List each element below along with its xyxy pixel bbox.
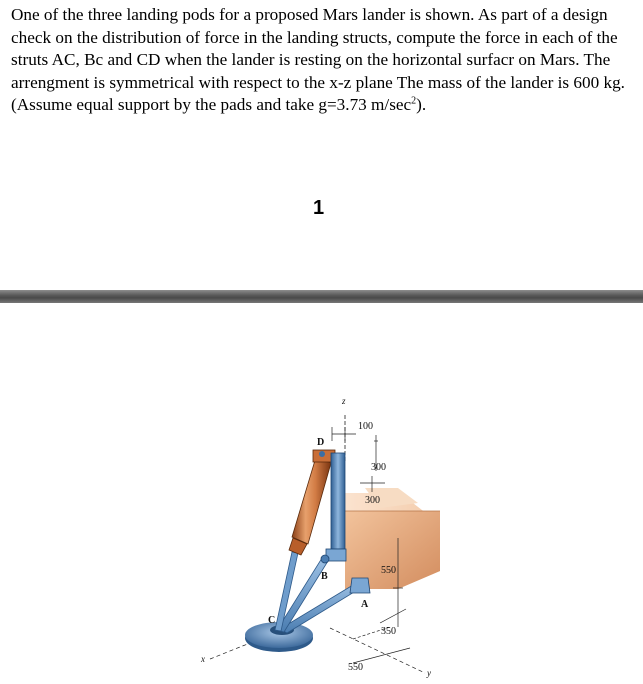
problem-statement-superscript: 2 bbox=[411, 95, 417, 107]
point-label-b: B bbox=[321, 571, 328, 582]
point-label-c: C bbox=[268, 615, 276, 626]
point-label-d: D bbox=[317, 437, 325, 448]
section-divider bbox=[0, 290, 643, 303]
joint-b bbox=[321, 555, 329, 563]
point-label-a: A bbox=[361, 599, 369, 610]
dimension-300-upper: 300 bbox=[371, 462, 386, 473]
dimension-100: 100 bbox=[358, 421, 373, 432]
z-axis-label: z bbox=[342, 396, 346, 406]
problem-statement-closing: ). bbox=[416, 95, 427, 114]
y-axis-label: y bbox=[427, 668, 431, 678]
dimension-300-lower: 300 bbox=[365, 495, 380, 506]
problem-statement-body: One of the three landing pods for a proposed Mars lander is shown. As part of a design check on the distribution of force in the landing structs, compute the force in each of the struts AC, Bc and CD when the lander is resting on the horizontal surfacr on Mars. The arrengment is symmetrical with respect to the x-z plane The mass of the lander is 600 kg. (Assume equal support by the pads and take g=3.73 m/sec bbox=[11, 5, 625, 114]
shock-absorber bbox=[289, 450, 335, 555]
x-axis-label: x bbox=[201, 654, 205, 664]
problem-statement bbox=[11, 4, 633, 117]
dimension-550-vertical: 550 bbox=[381, 565, 396, 576]
joint-a bbox=[350, 578, 370, 593]
page-number: 1 bbox=[313, 197, 325, 219]
dimension-350: 350 bbox=[381, 626, 396, 637]
mars-lander-pod-figure bbox=[0, 303, 643, 684]
dimension-550-ground: 550 bbox=[348, 662, 363, 673]
